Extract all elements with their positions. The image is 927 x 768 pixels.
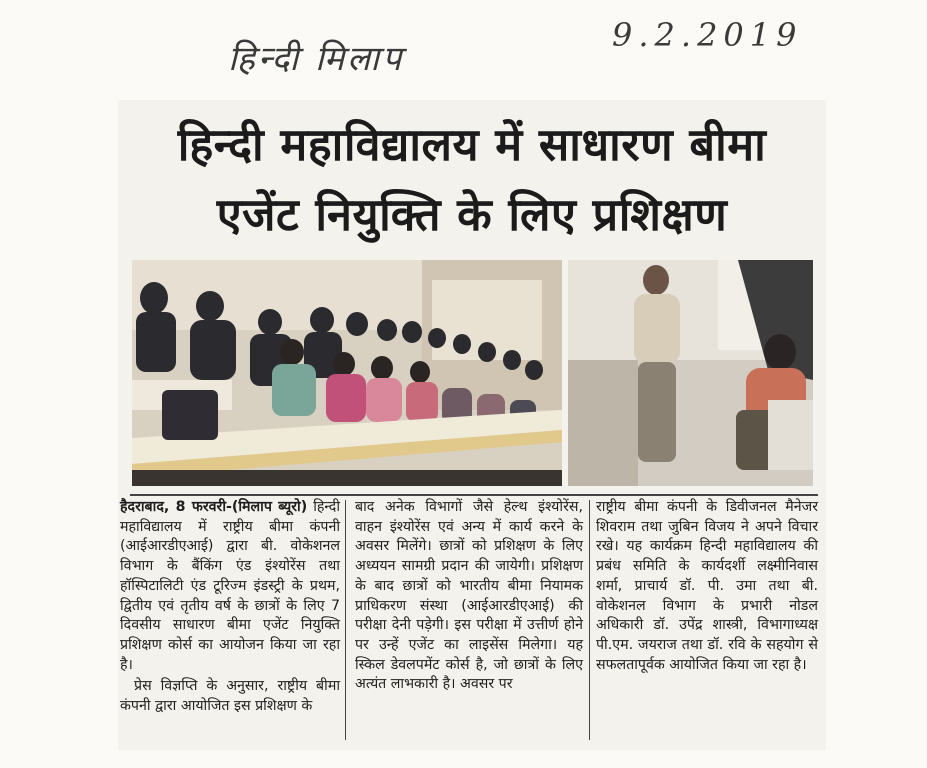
speakers-photo: [568, 260, 813, 486]
article-paragraph: प्रेस विज्ञप्ति के अनुसार, राष्ट्रीय बीमा कंपनी द्वारा आयोजित इस प्रशिक्षण के: [120, 678, 340, 715]
handwritten-source-note: हिन्दी मिलाप: [228, 39, 405, 79]
column-divider: [345, 500, 346, 740]
section-divider: [130, 494, 818, 496]
article-paragraph: हिन्दी महाविद्यालय में राष्ट्रीय बीमा कंपनी (आईआरडीएआई) द्वारा बी. वोकेशनल विभाग के बैंकिंग एंड इंश्योरेंस तथा हॉस्पिटालिटी एंड टूरिज्म इंडस्ट्री के प्रथम, द्वितीय एवं तृतीय वर्ष के छात्रों के लिए 7 दिवसीय साधारण बीमा एजेंट नियुक्ति प्रशिक्षण कोर्स का आयोजन किया जा रहा है।: [120, 499, 340, 673]
article-paragraph: राष्ट्रीय बीमा कंपनी के डिवीजनल मैनेजर शिवराम तथा जुबिन विजय ने अपने विचार रखे। यह कार्यक्रम हिन्दी महाविद्यालय की प्रबंध समिति के कार्यदर्शी लक्ष्मीनिवास शर्मा, प्राचार्य डॉ. पी. उमा तथा बी. वोकेशनल विभाग के प्रभारी नोडल अधिकारी डॉ. उपेंद्र शास्त्री, विभागाध्यक्ष पी.एम. जयराज तथा डॉ. रवि के सहयोग से सफलतापूर्वक आयोजित किया जा रहा है।: [596, 499, 818, 673]
handwritten-date-note: 9.2.2019: [612, 16, 803, 54]
headline-line-2: एजेंट नियुक्ति के लिए प्रशिक्षण: [216, 188, 728, 241]
article-column-1: [120, 498, 340, 717]
column-divider: [589, 500, 590, 740]
article-dateline: हैदराबाद, 8 फरवरी-(मिलाप ब्यूरो): [120, 499, 308, 515]
article-column-2: [355, 498, 583, 695]
article-paragraph: बाद अनेक विभागों जैसे हेल्थ इंश्योरेंस, वाहन इंश्योरेंस एवं अन्य में कार्य करने के अवसर मिलेंगे। छात्रों को प्रशिक्षण के लिए अध्ययन सामग्री प्रदान की जायेगी। प्रशिक्षण के बाद छात्रों को भारतीय बीमा नियामक प्राधिकरण संस्था (आईआरडीएआई) की परीक्षा देनी पड़ेगी। इस परीक्षा में उत्तीर्ण होने पर उन्हें एजेंट का लाइसेंस मिलेगा। यह स्किल डेवलपमेंट कोर्स है, जो छात्रों के लिए अत्यंत लाभकारी है। अवसर पर: [355, 499, 583, 693]
classroom-students-photo: [132, 260, 562, 486]
headline-line-1: हिन्दी महाविद्यालय में साधारण बीमा: [177, 118, 767, 171]
article-column-3: [596, 498, 818, 675]
